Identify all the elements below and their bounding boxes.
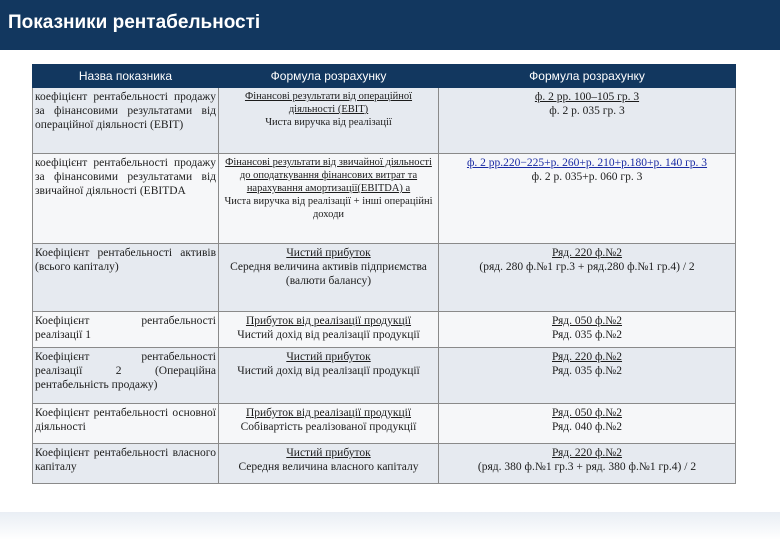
calculation-cell <box>439 312 736 348</box>
calculation-numerator: ф. 2 рр.220−225+р. 260+р. 210+р.180+р. 140 гр. 3 <box>466 157 708 169</box>
calculation-numerator: Ряд. 220 ф.№2 <box>551 447 623 459</box>
table-row <box>33 444 736 484</box>
formula-cell <box>219 348 439 404</box>
formula-denominator: Чиста виручка від реалізації + інші операційні доходи <box>224 196 433 220</box>
formula-denominator: Чиста виручка від реалізації <box>265 117 392 128</box>
indicator-name: Коефіцієнт рентабельності основної діяльності <box>33 404 219 444</box>
header-formula: Формула розрахунку <box>219 65 439 88</box>
indicator-name: Коефіцієнт рентабельності реалізації 2 (Операційна рентабельність продажу) <box>33 348 219 404</box>
calculation-denominator: Ряд. 035 ф.№2 <box>551 329 623 341</box>
formula-denominator: Середня величина власного капіталу <box>238 461 419 473</box>
formula-numerator: Чистий прибуток <box>286 247 371 259</box>
formula-numerator: Чистий прибуток <box>286 447 371 459</box>
title-bar <box>0 0 780 50</box>
indicator-name: коефіцієнт рентабельності продажу за фінансовими результатами від звичайної діяльності (ЕВІТDА <box>33 154 219 244</box>
formula-cell <box>219 244 439 312</box>
formula-denominator: Чистий дохід від реалізації продукції <box>237 365 420 377</box>
calculation-numerator: Ряд. 220 ф.№2 <box>551 247 623 259</box>
calculation-cell <box>439 244 736 312</box>
calculation-cell <box>439 348 736 404</box>
formula-cell <box>219 444 439 484</box>
formula-denominator: Собівартість реалізованої продукції <box>240 421 417 433</box>
formula-cell <box>219 88 439 154</box>
formula-denominator: Середня величина активів підприємства (валюти балансу) <box>230 261 427 287</box>
table-row <box>33 348 736 404</box>
formula-numerator: Фінансові результати від звичайної діяльності до оподаткування фінансових витрат та нарахування амортизації(ЕВІТDА) а <box>225 157 432 194</box>
formula-denominator: Чистий дохід від реалізації продукції <box>237 329 420 341</box>
calculation-cell <box>439 154 736 244</box>
calculation-cell <box>439 404 736 444</box>
table-row <box>33 88 736 154</box>
formula-numerator: Прибуток від реалізації продукції <box>245 315 412 327</box>
table-row <box>33 312 736 348</box>
formula-numerator: Прибуток від реалізації продукції <box>245 407 412 419</box>
calculation-numerator: ф. 2 рр. 100–105 гр. 3 <box>534 91 640 103</box>
calculation-denominator: (ряд. 280 ф.№1 гр.3 + ряд.280 ф.№1 гр.4) / 2 <box>479 261 695 273</box>
bottom-decorative-band <box>0 512 780 540</box>
header-indicator-name: Назва показника <box>33 65 219 88</box>
calculation-denominator: ф. 2 р. 035+р. 060 гр. 3 <box>531 171 643 183</box>
calculation-denominator: Ряд. 040 ф.№2 <box>551 421 623 433</box>
table-row <box>33 244 736 312</box>
calculation-cell <box>439 88 736 154</box>
formula-cell <box>219 312 439 348</box>
header-formula-calculation: Формула розрахунку <box>439 65 736 88</box>
calculation-denominator: ф. 2 р. 035 гр. 3 <box>549 105 625 117</box>
indicator-name: Коефіцієнт рентабельності реалізації 1 <box>33 312 219 348</box>
calculation-numerator: Ряд. 220 ф.№2 <box>551 351 623 363</box>
indicators-table-wrapper <box>32 64 735 484</box>
indicator-name: Коефіцієнт рентабельності власного капіталу <box>33 444 219 484</box>
table-header-row <box>33 65 736 88</box>
page-title: Показники рентабельності <box>8 12 261 33</box>
indicators-table <box>32 64 736 484</box>
table-row <box>33 404 736 444</box>
table-row <box>33 154 736 244</box>
calculation-cell <box>439 444 736 484</box>
formula-cell <box>219 404 439 444</box>
formula-numerator: Фінансові результати від операційної діяльності (ЕВІТ) <box>244 91 413 115</box>
indicator-name: Коефіцієнт рентабельності активів (всього капіталу) <box>33 244 219 312</box>
calculation-numerator: Ряд. 050 ф.№2 <box>551 407 623 419</box>
calculation-denominator: (ряд. 380 ф.№1 гр.3 + ряд. 380 ф.№1 гр.4) / 2 <box>477 461 697 473</box>
calculation-denominator: Ряд. 035 ф.№2 <box>551 365 623 377</box>
indicator-name: коефіцієнт рентабельності продажу за фінансовими результатами від операційної діяльності (ЕВІТ) <box>33 88 219 154</box>
formula-cell <box>219 154 439 244</box>
formula-numerator: Чистий прибуток <box>286 351 371 363</box>
calculation-numerator: Ряд. 050 ф.№2 <box>551 315 623 327</box>
